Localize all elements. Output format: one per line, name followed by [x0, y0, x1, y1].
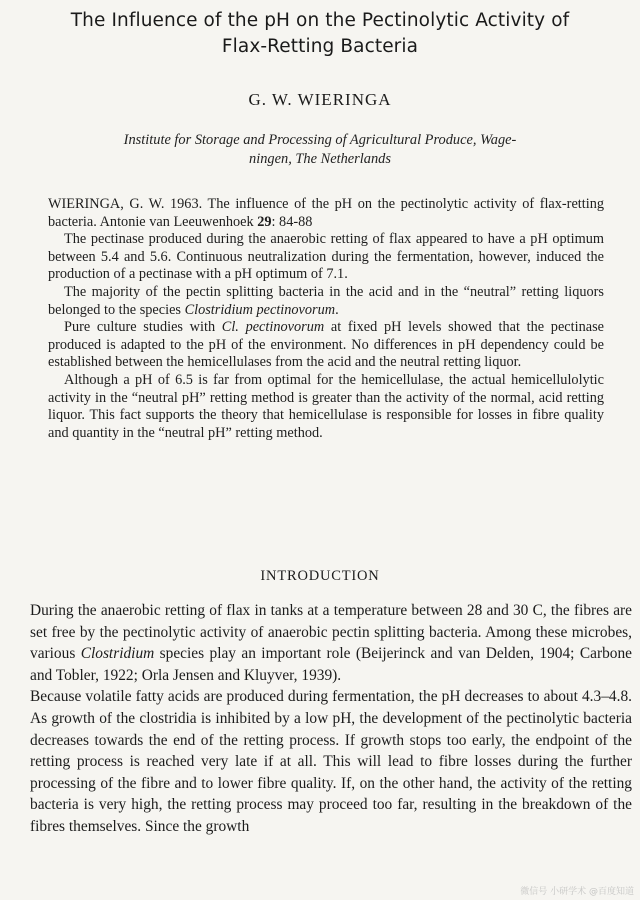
introduction-body	[30, 600, 632, 838]
species-name: Clostridium pectinovorum	[184, 301, 336, 318]
citation-text: , G. W. 1963. The influence of the pH on the pectinolytic activity of flax-retting bacteria. Antonie van Leeuwenhoek	[48, 196, 604, 230]
abstract	[48, 196, 604, 442]
intro-p1-rest: species play an important role (Beijerinck and van Delden, 1904; Carbone and Tobler, 1922; Orla Jensen and Kluyver, 1939).	[30, 645, 632, 684]
abstract-p2-end: .	[335, 301, 339, 318]
citation-pages: : 84-88	[271, 213, 313, 230]
abstract-p3-start: Pure culture studies with	[64, 319, 222, 336]
intro-p1-start: During the anaerobic retting of flax in tanks at a temperature between 28 and 30 C, the fibres are set free by the pectinolytic activity of anaerobic pectin splitting bacteria. Among these microbes, various	[30, 602, 632, 663]
abstract-paragraph-1: The pectinase produced during the anaerobic retting of flax appeared to have a pH optimum between 5.4 and 5.6. Continuous neutralization during the fermentation, however, induced the production of a pectinase with a pH optimum of 7.1.	[48, 231, 604, 283]
abstract-citation	[48, 196, 604, 231]
abstract-p3-rest: at fixed pH levels showed that the pectinase produced is adapted to the pH of the environment. No differences in pH dependency could be established between the hemicellulases from the acid and the neutral retting liquor.	[48, 319, 604, 371]
introduction-heading: INTRODUCTION	[260, 568, 380, 584]
title-line-1: The Influence of the pH on the Pectinolytic Activity of	[70, 10, 570, 31]
title-line-2: Flax-Retting Bacteria	[221, 36, 419, 57]
paper-title	[20, 8, 620, 60]
abstract-paragraph-2	[48, 284, 604, 319]
author-name: G. W. WIERINGA	[248, 90, 392, 109]
genus-name: Clostridium	[80, 645, 155, 663]
abstract-paragraph-3	[48, 319, 604, 372]
introduction-paragraph-1	[30, 600, 632, 686]
watermark: 微信号 小研学术 @百度知道	[520, 887, 634, 897]
citation-volume: 29	[257, 213, 272, 230]
affiliation-line-1: Institute for Storage and Processing of Agricultural Produce, Wage-	[123, 132, 517, 148]
abstract-paragraph-4: Although a pH of 6.5 is far from optimal for the hemicellulase, the actual hemicellulolytic activity in the “neutral pH” retting method is greater than the activity of the normal, acid retting liquor. This fact supports the theory that hemicellulase is responsible for losses in fibre quality and quantity in the “neutral pH” retting method.	[48, 371, 604, 441]
citation-author: WIERINGA	[48, 196, 121, 212]
affiliation-line-2: ningen, The Netherlands	[249, 151, 391, 167]
introduction-paragraph-2: Because volatile fatty acids are produced during fermentation, the pH decreases to about 4.3–4.8. As growth of the clostridia is inhibited by a low pH, the development of the pectinolytic bacteria decreases towards the end of the retting process. If growth stops too early, the endpoint of the retting process is reached very late if at all. This will lead to fibre losses during the further processing of the fibre and to lower fibre quality. If, on the other hand, the activity of the retting bacteria is very high, the retting process may proceed too far, resulting in the breakdown of the fibres themselves. Since the growth	[30, 688, 632, 835]
author-affiliation	[20, 131, 620, 169]
species-name-short: Cl. pectinovorum	[221, 319, 325, 336]
abstract-p2-text: The majority of the pectin splitting bacteria in the acid and in the “neutral” retting liquors belonged to the species	[48, 283, 604, 318]
